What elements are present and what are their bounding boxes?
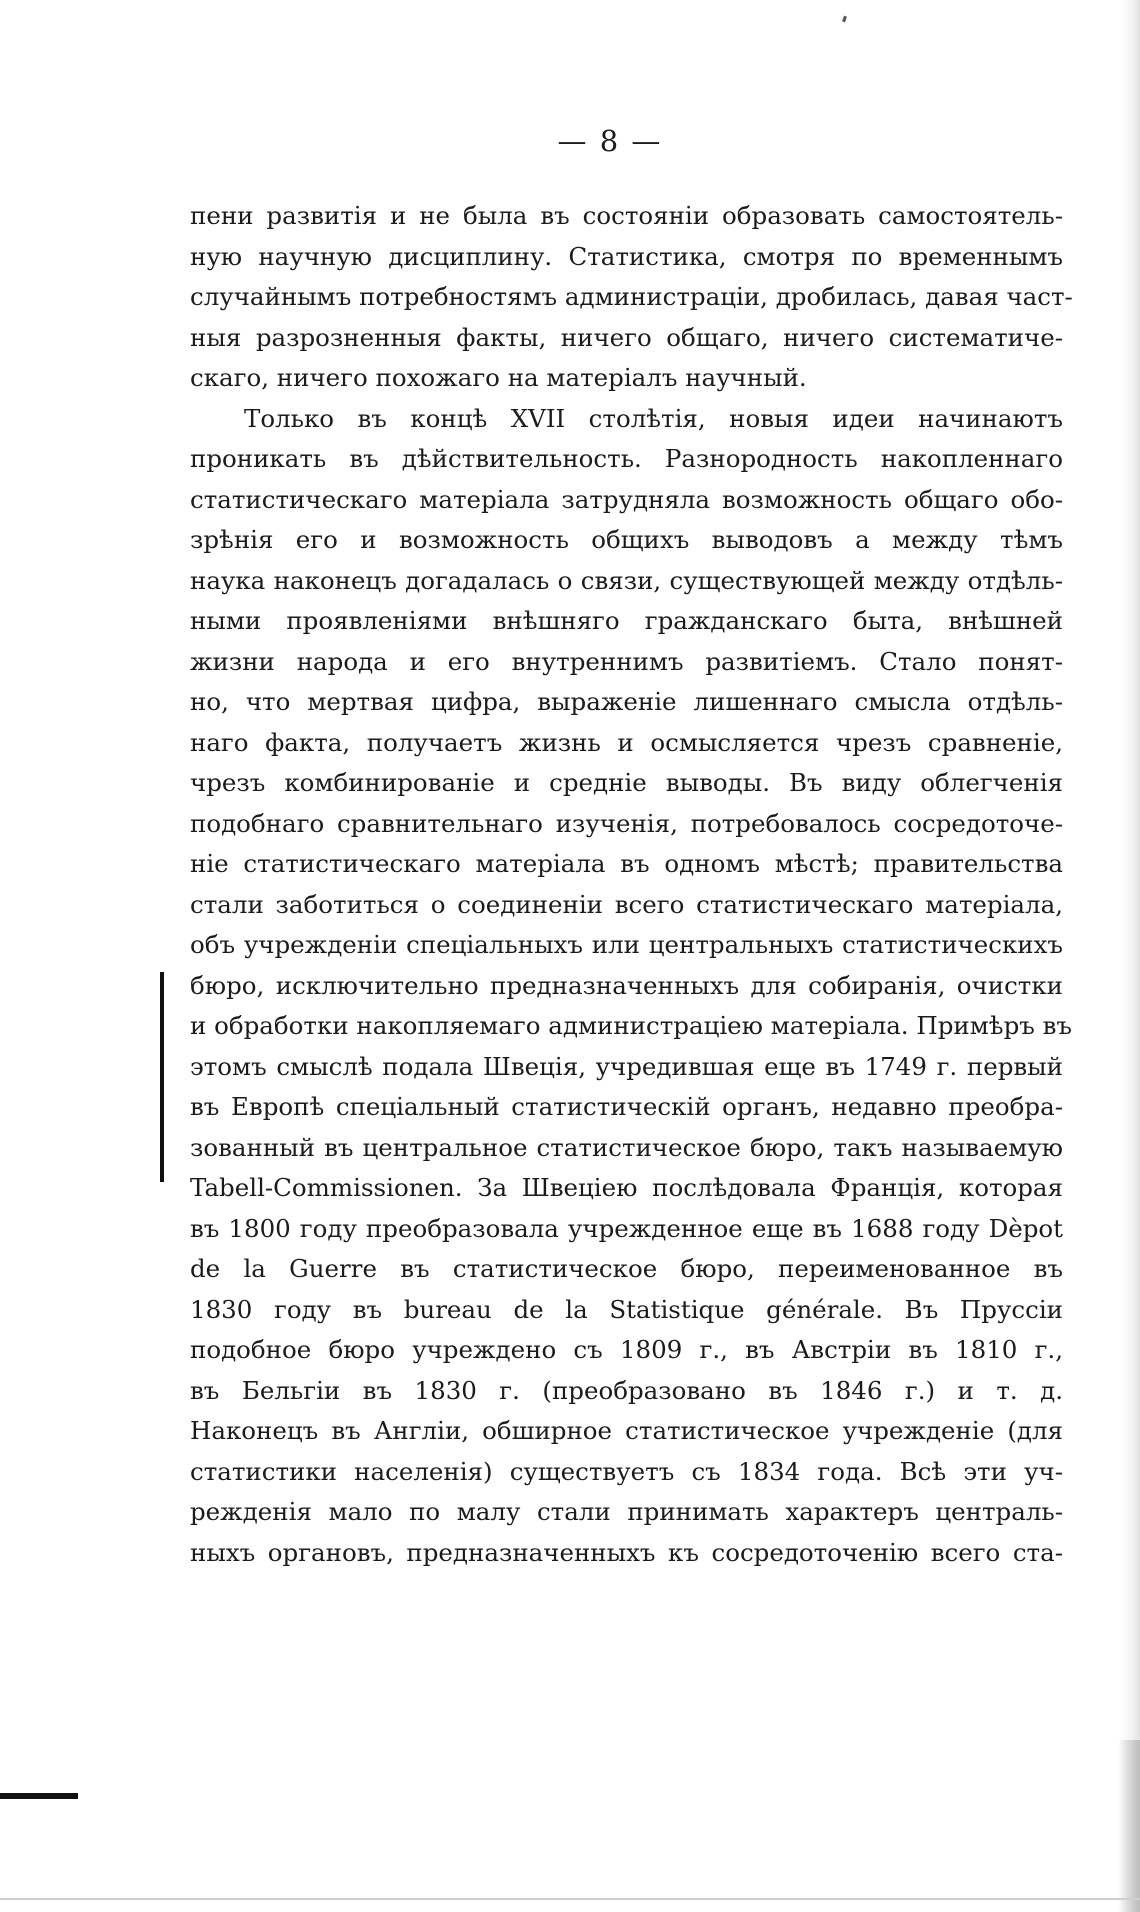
text-line: наука наконецъ догадалась о связи, существующей между отдѣль- <box>190 565 1063 595</box>
scan-edge-mark <box>0 1793 78 1799</box>
page-edge-shadow-lower <box>1118 1740 1140 1912</box>
margin-marker-line <box>160 972 164 1182</box>
text-line: пени развитія и не была въ состояніи образовать самостоятель- <box>190 201 1063 230</box>
text-line: объ учрежденіи спеціальныхъ или центральныхъ статистическихъ <box>190 930 1063 959</box>
body-text <box>190 196 1073 1573</box>
text-line: стали заботиться о соединеніи всего статистическаго матеріала, <box>190 889 1063 919</box>
text-line: ніе статистическаго матеріала въ одномъ мѣстѣ; правительства <box>190 849 1063 878</box>
text-line: подобное бюро учреждено съ 1809 г., въ Австріи въ 1810 г., <box>190 1335 1063 1364</box>
text-line: ную научную дисциплину. Статистика, смотря по временнымъ <box>190 241 1063 271</box>
text-line: и обработки накопляемаго администраціею матеріала. Примѣръ въ <box>190 1011 1073 1040</box>
text-line: скаго, ничего похожаго на матеріалъ научный. <box>190 363 807 392</box>
text-line: Tabell-Commissionen. За Швеціею послѣдовала Франція, которая <box>190 1173 1063 1202</box>
text-line: ныя разрозненныя факты, ничего общаго, ничего систематиче- <box>190 322 1063 352</box>
text-line: жизни народа и его внутреннимъ развитіемъ. Стало понят- <box>190 646 1063 676</box>
paragraph-first-line: Только въ концѣ XVII столѣтія, новыя идеи начинаютъ <box>244 403 1063 433</box>
text-line: режденія мало по малу стали принимать характеръ централь- <box>190 1497 1063 1526</box>
text-line: подобнаго сравнительнаго изученія, потребовалось сосредоточе- <box>190 808 1063 838</box>
text-line: въ 1800 году преобразовала учрежденное еще въ 1688 году Dèpot <box>190 1213 1063 1243</box>
text-line: проникать въ дѣйствительность. Разнородность накопленнаго <box>190 444 1063 473</box>
text-line: Наконецъ въ Англіи, обширное статистическое учрежденіе (для <box>190 1416 1063 1445</box>
text-line: случайнымъ потребностямъ администраціи, дробилась, давая част- <box>190 282 1073 311</box>
text-line: статистическаго матеріала затрудняла возможность общаго обо- <box>190 484 1063 514</box>
text-line: ныхъ органовъ, предназначенныхъ къ сосредоточенію всего ста- <box>190 1537 1063 1567</box>
ink-speck <box>842 16 847 23</box>
text-line: но, что мертвая цифра, выраженіе лишеннаго смысла отдѣль- <box>190 687 1063 716</box>
text-line: статистики населенія) существуетъ съ 1834 года. Всѣ эти уч- <box>190 1456 1063 1486</box>
text-line: 1830 году въ bureau de la Statistique générale. Въ Пруссіи <box>190 1294 1063 1324</box>
text-line: зрѣнія его и возможность общихъ выводовъ а между тѣмъ <box>190 525 1063 554</box>
text-line: въ Европѣ спеціальный статистическій органъ, недавно преобра- <box>190 1092 1063 1121</box>
page-edge-shadow <box>1120 0 1140 1912</box>
text-line: этомъ смыслѣ подала Швеція, учредившая еще въ 1749 г. первый <box>190 1051 1063 1081</box>
text-line: зованный въ центральное статистическое бюро, такъ называемую <box>190 1132 1063 1162</box>
text-line: ными проявленіями внѣшняго гражданскаго быта, внѣшней <box>190 606 1063 635</box>
text-line: наго факта, получаетъ жизнь и осмысляется чрезъ сравненіе, <box>190 727 1063 757</box>
text-line: de la Guerre въ статистическое бюро, переименованное въ <box>190 1254 1063 1283</box>
text-line: въ Бельгіи въ 1830 г. (преобразовано въ 1846 г.) и т. д. <box>190 1375 1063 1405</box>
text-line: бюро, исключительно предназначенныхъ для собиранія, очистки <box>190 970 1063 1000</box>
page-number: — 8 — <box>557 124 663 158</box>
text-line: чрезъ комбинированіе и средніе выводы. Въ виду облегченія <box>190 768 1063 797</box>
page-bottom-edge <box>0 1898 1140 1900</box>
